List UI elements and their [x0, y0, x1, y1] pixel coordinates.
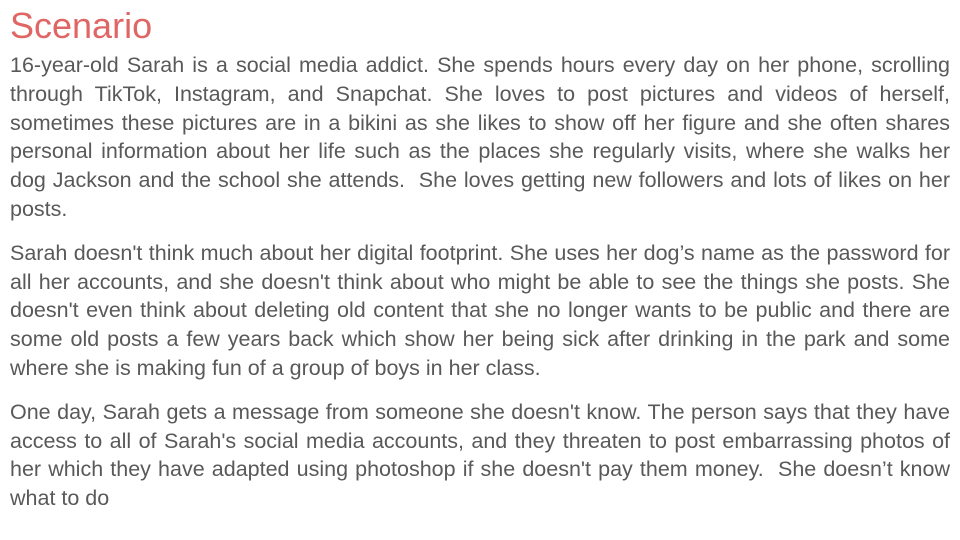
- scenario-paragraph-3: One day, Sarah gets a message from someone she doesn't know. The person says that they have access to all of Sarah's social media accounts, and they threaten to post embarrassing photos of her which they have adapted using photoshop if she doesn't pay them money. She doesn’t know what to do: [10, 399, 956, 511]
- slide-content: [10, 5, 956, 528]
- slide-title: Scenario: [10, 5, 153, 46]
- scenario-paragraph-2: Sarah doesn't think much about her digital footprint. She uses her dog’s name as the password for all her accounts, and she doesn't think about who might be able to see the things she posts. She doesn't even think about deleting old content that she no longer wants to be public and there are some old posts a few years back which show her being sick after drinking in the park and some where she is making fun of a group of boys in her class.: [10, 240, 956, 380]
- scenario-paragraph-1: 16-year-old Sarah is a social media addict. She spends hours every day on her phone, scrolling through TikTok, Instagram, and Snapchat. She loves to post pictures and videos of herself, sometimes these pictures are in a bikini as she likes to show off her figure and she often shares personal information about her life such as the places she regularly visits, where she walks her dog Jackson and the school she attends. She loves getting new followers and lots of likes on her posts.: [10, 53, 956, 221]
